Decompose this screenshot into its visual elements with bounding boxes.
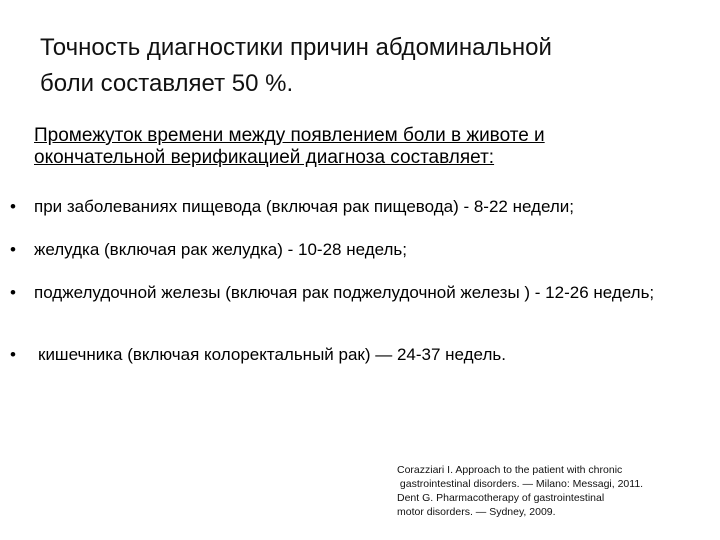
bullet-marker: • — [10, 240, 16, 259]
bullet-marker: • — [10, 345, 16, 364]
bullet-text: кишечника (включая колоректальный рак) — 24-37 недель. — [38, 345, 506, 364]
bullet-text: поджелудочной железы (включая рак поджелудочной железы ) - 12-26 недель; — [34, 283, 655, 302]
bullet-text: желудка (включая рак желудка) - 10-28 недель; — [34, 240, 408, 259]
bullet-marker: • — [10, 283, 16, 302]
references — [397, 463, 697, 519]
reference-line-1: Corazziari I. Approach to the patient with chronic — [397, 464, 623, 476]
title-line-1: Точность диагностики причин абдоминальной — [40, 34, 552, 61]
bullet-marker: • — [10, 197, 16, 216]
bullet-item-stomach — [10, 240, 700, 260]
subtitle — [34, 125, 704, 169]
bullet-item-pancreas — [10, 283, 700, 303]
bullet-item-intestine — [10, 345, 700, 365]
subtitle-line-2: окончательной верификацией диагноза составляет: — [34, 147, 495, 168]
subtitle-line-1: Промежуток времени между появлением боли в животе и — [34, 125, 545, 146]
title-line-2: боли составляет 50 %. — [40, 70, 294, 97]
bullet-item-esophagus — [10, 197, 700, 217]
bullet-text: при заболеваниях пищевода (включая рак пищевода) - 8-22 недели; — [34, 197, 575, 216]
reference-line-3: Dent G. Pharmacotherapy of gastrointestinal — [397, 492, 605, 504]
reference-line-2: gastrointestinal disorders. — Milano: Messagi, 2011. — [397, 478, 644, 490]
slide-title — [40, 30, 680, 102]
reference-line-4: motor disorders. — Sydney, 2009. — [397, 506, 556, 518]
